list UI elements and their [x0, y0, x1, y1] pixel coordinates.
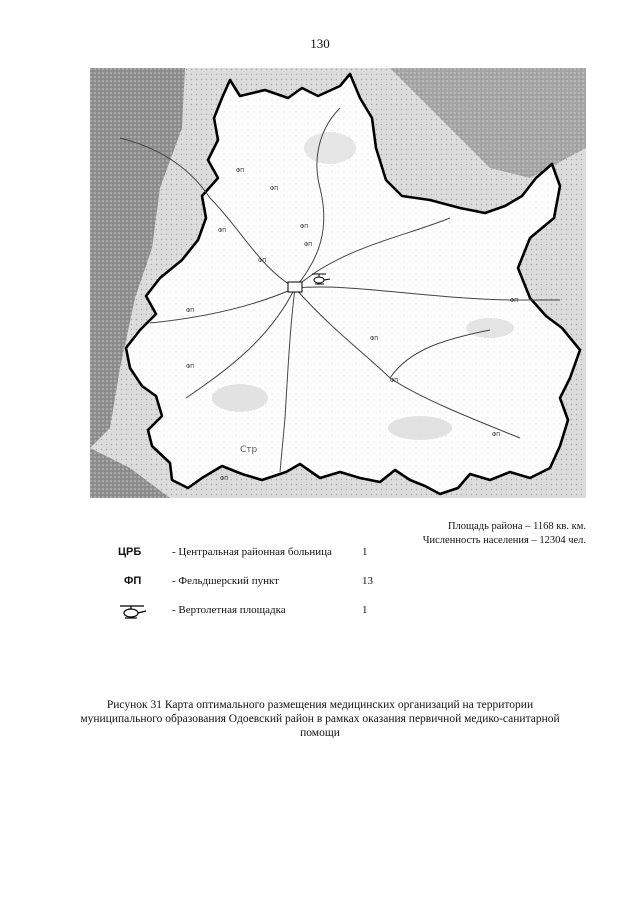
town-label-strelka: Стр	[240, 445, 258, 455]
legend-label: - Фельдшерский пункт	[172, 575, 279, 587]
population-text: Численность населения – 12304 чел.	[422, 535, 586, 546]
legend	[118, 546, 418, 633]
forest-patch	[466, 318, 514, 338]
page-number: 130	[310, 36, 330, 51]
fp-label: ФП	[218, 228, 227, 234]
legend-row-fp	[118, 575, 418, 604]
legend-row-hospital	[118, 546, 418, 575]
helicopter-icon	[118, 604, 168, 620]
fp-label: ФП	[270, 186, 279, 192]
fp-label: ФП	[370, 336, 379, 342]
fp-label: ФП	[390, 378, 399, 384]
legend-symbol-crb: ЦРБ	[118, 546, 142, 558]
forest-patch	[388, 416, 452, 440]
legend-symbol-fp: ФП	[124, 575, 142, 587]
legend-count: 1	[362, 604, 368, 616]
fp-label: ФП	[492, 432, 501, 438]
fp-label: ФП	[236, 168, 245, 174]
district-map	[90, 68, 586, 498]
legend-count: 1	[362, 546, 368, 558]
hospital-marker-icon	[288, 282, 302, 292]
forest-patch	[304, 132, 356, 164]
legend-row-helipad	[118, 604, 418, 633]
legend-label: - Вертолетная площадка	[172, 604, 286, 616]
fp-label: ФП	[186, 308, 195, 314]
figure-caption: Рисунок 31 Карта оптимального размещения медицинских организаций на территории муниципального образования Одоевский район в рамках оказания первичной медико-санитарной помощи	[80, 699, 560, 739]
area-text: Площадь района – 1168 кв. км.	[447, 521, 586, 532]
fp-label: ФП	[186, 364, 195, 370]
fp-label: ФП	[300, 224, 309, 230]
legend-count: 13	[362, 575, 373, 587]
fp-label: ФП	[258, 258, 267, 264]
fp-label: ФП	[220, 476, 229, 482]
district-stats	[390, 520, 586, 548]
map-svg	[90, 68, 586, 498]
fp-label: ФП	[510, 298, 519, 304]
forest-patch	[212, 384, 268, 412]
fp-label: ФП	[304, 242, 313, 248]
legend-label: - Центральная районная больница	[172, 546, 332, 558]
